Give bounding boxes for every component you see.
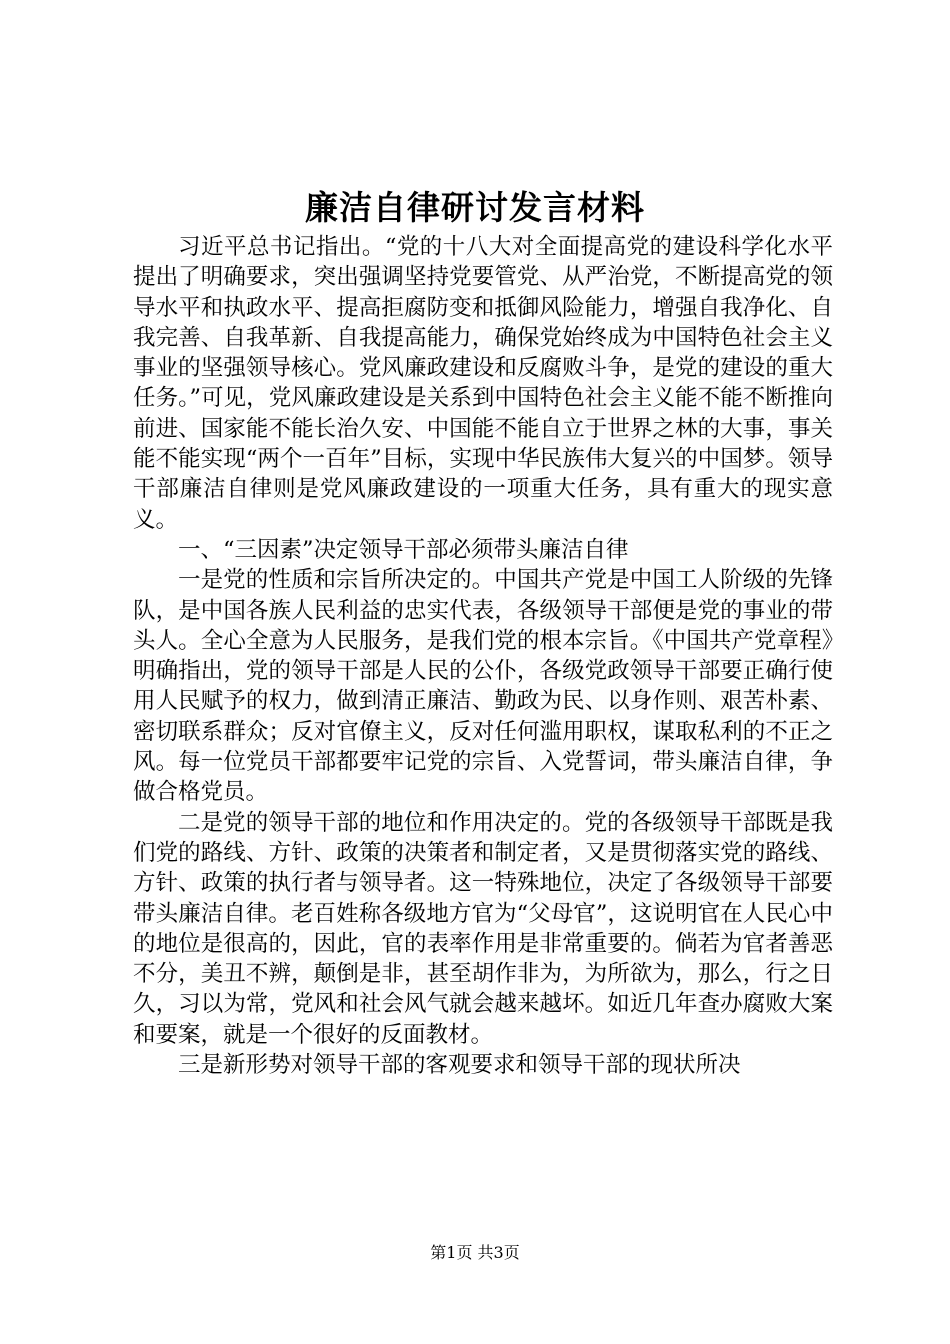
- paragraph-intro: 习近平总书记指出。“党的十八大对全面提高党的建设科学化水平提出了明确要求，突出强调坚持党要管党、从严治党，不断提高党的领导水平和执政水平、提高拒腐防变和抵御风险能力，增强自我净化、自我完善、自我革新、自我提高能力，确保党始终成为中国特色社会主义事业的坚强领导核心。党风廉政建设和反腐败斗争，是党的建设的重大任务。”可见，党风廉政建设是关系到中国特色社会主义能不能不断推向前进、国家能不能长治久安、中国能不能自立于世界之林的大事，事关能不能实现“两个一百年”目标，实现中华民族伟大复兴的中国梦。领导干部廉洁自律则是党风廉政建设的一项重大任务，具有重大的现实意义。: [133, 234, 833, 533]
- document-title: 廉洁自律研讨发言材料: [305, 188, 645, 227]
- paragraph-point-1: 一是党的性质和宗旨所决定的。中国共产党是中国工人阶级的先锋队，是中国各族人民利益的忠实代表，各级领导干部便是党的事业的带头人。全心全意为人民服务，是我们党的根本宗旨。《中国共产党章程》明确指出，党的领导干部是人民的公仆，各级党政领导干部要正确行使用人民赋予的权力，做到清正廉洁、勤政为民、以身作则、艰苦朴素、密切联系群众；反对官僚主义，反对任何滥用职权，谋取私利的不正之风。每一位党员干部都要牢记党的宗旨、入党誓词，带头廉洁自律，争做合格党员。: [133, 567, 833, 806]
- paragraph-point-2: 二是党的领导干部的地位和作用决定的。党的各级领导干部既是我们党的路线、方针、政策的决策者和制定者，又是贯彻落实党的路线、方针、政策的执行者与领导者。这一特殊地位，决定了各级领导干部要带头廉洁自律。老百姓称各级地方官为“父母官”，这说明官在人民心中的地位是很高的，因此，官的表率作用是非常重要的。倘若为官者善恶不分，美丑不辨，颠倒是非，甚至胡作非为，为所欲为，那么，行之日久，习以为常，党风和社会风气就会越来越坏。如近几年查办腐败大案和要案，就是一个很好的反面教材。: [133, 809, 833, 1048]
- page-footer: 第1页 共3页: [430, 1243, 520, 1262]
- section-heading-1: 一、“三因素”决定领导干部必须带头廉洁自律: [178, 536, 629, 563]
- document-body: [133, 232, 833, 1080]
- paragraph-point-3: 三是新形势对领导干部的客观要求和领导干部的现状所决: [178, 1052, 741, 1079]
